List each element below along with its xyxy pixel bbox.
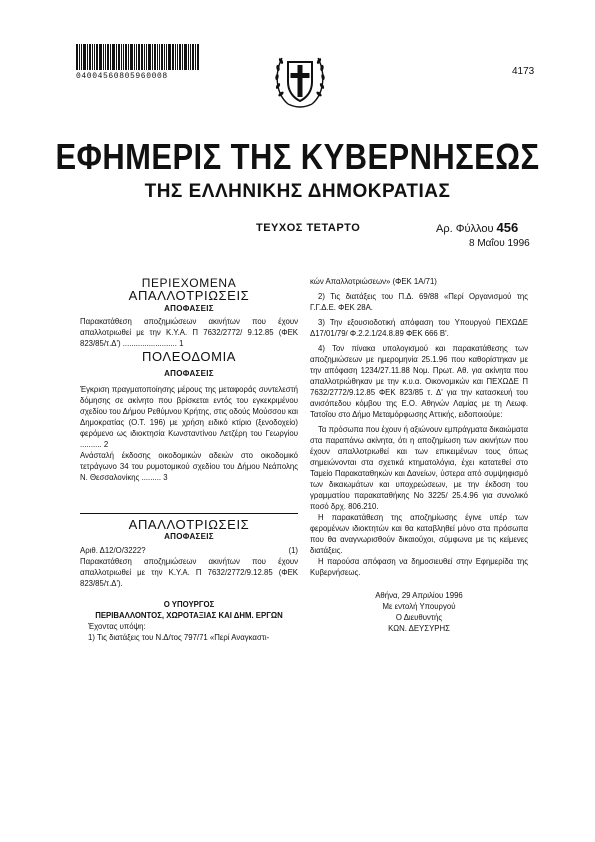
barcode [76,44,204,70]
paragraph: 1) Τις διατάξεις του Ν.Δ/τος 797/71 «Περί Αναγκαστι- [88,633,270,642]
barcode-bar [79,44,80,70]
contents-entry-page: 3 [163,473,168,482]
barcode-bar [172,44,174,70]
barcode-bar [107,44,109,70]
barcode-bar [110,44,111,70]
barcode-bar [192,44,194,70]
section-title: ΑΠΑΛΛΟΤΡΙΩΣΕΙΣ [128,517,250,532]
contents-entry: Έγκριση πραγματοποίησης μέρους της μεταφοράς συντελεστή δόμησης σε ακίνητο που βρίσκεται εντός του εγκεκριμένου σχεδίου του Δήμου Ρεθύμνου Κρήτης, στις οδούς Μούσσου και Δημοκρατίας (Ο.Τ. 196) με χρήση ειδικό κτίριο (ξενοδοχείο) φερόμενο ως ιδιοκτησία Κωνσταντίνου Λετζέρη του Γεωργίου .......... 2 [80,385,298,449]
barcode-bar [118,44,120,70]
barcode-bar [99,44,102,70]
barcode-bar [121,44,122,70]
barcode-bar [195,44,196,70]
barcode-bar [103,44,104,70]
ministry-name: ΠΕΡΙΒΑΛΛΟΝΤΟΣ, ΧΩΡΟΤΑΞΙΑΣ ΚΑΙ ΔΗΜ. ΕΡΓΩΝ [95,611,283,620]
barcode-bar [96,44,98,70]
contents-section-subtitle: ΑΠΟΦΑΣΕΙΣ [164,369,214,378]
barcode-bar [175,44,176,70]
barcode-bar [130,44,133,70]
barcode-bar [166,44,167,70]
contents-section-subtitle: ΑΠΟΦΑΣΕΙΣ [164,304,214,313]
contents-section-title: ΑΠΑΛΛΟΤΡΙΩΣΕΙΣ [128,288,250,303]
barcode-bar [141,44,143,70]
paragraph: Τα πρόσωπα που έχουν ή αξιώνουν εμπράγματα δικαιώματα στα παραπάνω ακίνητα, ότι η αποζημίωση των ακινήτων που έχουν απαλλοτριωθεί και των επικειμένων τους όπως σημειώνονται στα σχετικά κτηματολόγια, έχει κατατεθεί στο Ταμείο Παρακαταθηκών και Δανείων, ύστερα από συμψηφισμό των δικαιωμάτων και υποχρεώσεων, με την έκδοση του γραμματίου παρακαταθήκης Νο 3225/ 25.4.96 για συνολικό ποσό δρχ. 806.210. [310,425,528,511]
barcode-bar [125,44,127,70]
barcode-bar [188,44,189,70]
barcode-bar [168,44,171,70]
barcode-bar [154,44,156,70]
barcode-bar [152,44,153,70]
contents-entry-text: Παρακατάθεση αποζημιώσεων ακινήτων που έχουν απαλλοτριωθεί με την Κ.Υ.Α. Π 7632/2772/ 9.12.85 (ΦΕΚ 823/85/τ.Δ') [80,317,298,348]
contents-entry-text: Έγκριση πραγματοποίησης μέρους της μεταφοράς συντελεστή δόμησης σε ακίνητο που βρίσκεται εντός του εγκεκριμένου σχεδίου του Δήμου Ρεθύμνου Κρήτης, στις οδούς Μούσσου και Δημοκρατίας (Ο.Τ. 196) με χρήση ειδικό κτίριο (ξενοδοχείο) φερόμενο ως ιδιοκτησία Κωνσταντίνου Λετζέρη του Γεωργίου [80,385,298,438]
barcode-bar [87,44,88,70]
barcode-bar [157,44,158,70]
decision-ref: Αριθ. Δ12/Ο/3222? [80,546,146,555]
barcode-bar [116,44,117,70]
barcode-bar [184,44,187,70]
gazette-subtitle: ΤΗΣ ΕΛΛΗΝΙΚΗΣ ΔΗΜΟΚΡΑΤΙΑΣ [144,181,451,202]
having-regard: Έχοντας υπόψη: [88,622,146,631]
barcode-bar [148,44,151,70]
page-number: 4173 [512,66,535,77]
contents-entry-page: 2 [103,440,109,449]
contents-section-title: ΠΟΛΕΟΔΟΜΙΑ [141,349,237,364]
issue-date: 8 Μαΐου 1996 [469,238,530,249]
issue-label: ΤΕΥΧΟΣ ΤΕΤΑΡΤΟ [256,222,361,234]
barcode-bar [128,44,129,70]
barcode-bar [94,44,95,70]
barcode-bar [89,44,91,70]
barcode-bar [123,44,124,70]
section-divider [80,513,298,514]
contents-entry-text: Ανάσταλή έκδοσης οικοδομικών αδειών στο οικοδομικό τετράγωνο 34 του ρυμοτομικού σχεδίου του Δήμου Νεάπολης Ν. Θεσσαλονίκης [80,451,298,482]
paragraph: 2) Τις διατάξεις του Π.Δ. 69/88 «Περί Οργανισμού της Γ.Γ.Δ.Ε. ΦΕΚ 28Α. [310,292,528,312]
signature-place-date: Αθήνα, 29 Απριλίου 1996 [375,591,463,600]
contents-entry-page: 1 [179,339,184,348]
paragraph: 3) Την εξουσιοδοτική απόφαση του Υπουργού ΠΕΧΩΔΕ Δ17/01/79/ Φ.2.2.1/24.8.89 ΦΕΚ 666 Β'. [310,318,528,338]
barcode-bar [76,44,78,70]
barcode-bar [83,44,86,70]
contents-block [80,278,298,483]
barcode-bar [197,44,199,70]
barcode-bar [92,44,93,70]
barcode-bar [146,44,147,70]
barcode-bar [81,44,82,70]
contents-entry: Ανάσταλή έκδοσης οικοδομικών αδειών στο οικοδομικό τετράγωνο 34 του ρυμοτομικού σχεδίου του Δήμου Νεάπολης Ν. Θεσσαλονίκης ......... 3 [80,451,298,482]
paragraph: Η παρακατάθεση της αποζημίωσης έγινε υπέρ των φερομένων ιδιοκτητών και θα καταβληθεί μόνο στα πρόσωπα που θα αναγνωρισθούν δικαιούχοι, σύμφωνα με τις κείμενες διατάξεις. [310,513,528,555]
barcode-bar [164,44,165,70]
barcode-bar [144,44,145,70]
barcode-bar [177,44,178,70]
sheet-label: Αρ. Φύλλου [436,223,494,235]
barcode-bar [161,44,163,70]
signature-role: Ο Διευθυντής [395,613,443,622]
decision-title: Παρακατάθεση αποζημιώσεων ακινήτων που έχουν απαλλοτριωθεί με την Κ.Υ.Α. Π 7632/2772/9.12.85 (ΦΕΚ 823/85/τ.Δ'). [80,557,298,588]
barcode-bar [138,44,140,70]
minister-title: Ο ΥΠΟΥΡΓΟΣ [163,600,215,609]
signature-name: ΚΩΝ. ΔΕΥΣΥΡΗΣ [388,624,450,633]
paragraph: Η παρούσα απόφαση να δημοσιευθεί στην Εφημερίδα της Κυβερνήσεως. [310,557,528,577]
decision-header [80,545,298,556]
barcode-number: 04004560805960008 [76,72,168,81]
paragraph: 4) Τον πίνακα υπολογισμού και παρακατάθεσης των αποζημιώσεων με ημερομηνία 25.1.96 που καθορίστηκαν με την απόφαση 1234/27.11.88 Νομ. Πρωτ. Αθ. για ακίνητα που απαλλοτριώθηκαν με την κ.υ.α. Οικονομικών και ΠΕΧΩΔΕ Π 7632/2772/9.12.85 ΦΕΚ 823/85 τ. Δ' για την κατασκευή του ανισόπεδου κόμβου της Ε.Ο. Αθηνών Λαμίας με τη Λεωφ. Τατοΐου στο Δήμο Μεταμόρφωσης Αττικής, ειδοποιούμε: [310,344,528,419]
sheet-value: 456 [496,220,519,235]
barcode-bar [134,44,135,70]
sheet-number [436,220,518,235]
barcode-bar [159,44,160,70]
contents-heading: ΠΕΡΙΕΧΟΜΕΝΑ [141,276,237,290]
barcode-bar [105,44,106,70]
barcode-bar [179,44,181,70]
contents-entry: Παρακατάθεση αποζημιώσεων ακινήτων που έχουν απαλλοτριωθεί με την Κ.Υ.Α. Π 7632/2772/ 9.12.85 (ΦΕΚ 823/85/τ.Δ') ......................... 1 [80,317,298,348]
barcode-bar [112,44,115,70]
decision-block [80,519,298,643]
gazette-title: ΕΦΗΜΕΡΙΣ ΤΗΣ ΚΥΒΕΡΝΗΣΕΩΣ [55,136,540,177]
decision-num: (1) [288,546,298,555]
barcode-bar [190,44,191,70]
greek-coat-of-arms-icon [272,44,328,114]
barcode-bar [136,44,137,70]
decision-body [310,276,528,634]
paragraph: κών Απαλλοτριώσεων» (ΦΕΚ 1Α/71) [310,277,437,286]
section-subtitle: ΑΠΟΦΑΣΕΙΣ [164,532,214,541]
signature-order: Με εντολή Υπουργού [382,602,456,611]
barcode-bar [182,44,183,70]
